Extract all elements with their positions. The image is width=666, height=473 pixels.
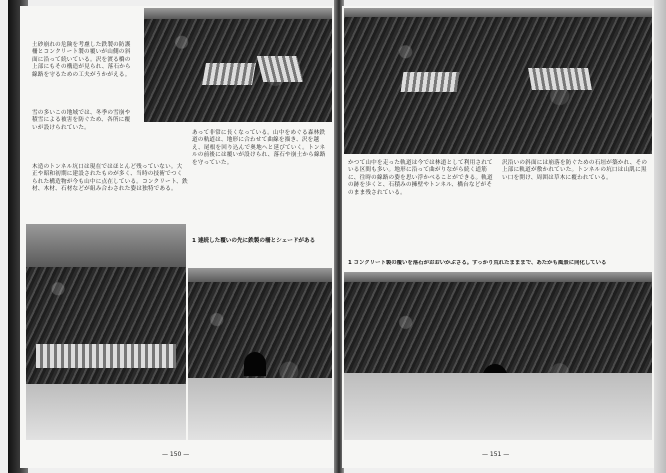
body-text-right-col2: 沢沿いの斜面には崩落を防ぐための石垣が築かれ、その上部に軌道が敷かれていた。トンネルの坑口は山肌に黒い口を開け、周囲は草木に覆われている。 [502,160,648,181]
body-text-para2: 雪の多いこの地域では、冬季の雪崩や積雪による被害を防ぐため、各所に覆いが設けられていた。 [32,110,131,131]
photo-mountain-shed-top [144,8,332,122]
photo-caption-right: 1 コンクリート製の覆いを落石がおおいかぶさる。すっかり荒れたまままで、あたかも風景に同化している [348,260,607,266]
body-text-right-col1: かつて山中を走った軌道は今では林道として利用されている区間も多い。地形に沿って曲がりながら続く道筋に、往時の線路の姿を思い浮かべることができる。軌道の跡を歩くと、石積みの擁壁やトンネル、橋台などがそのまま残されている。 [348,160,493,196]
body-text-column2: あって非常に長くなっている。山中をめぐる森林鉄道の軌道は、地形に合わせて曲線を描き、沢を越え、尾根を回り込んで奥地へと延びていく。トンネルの前後には覆いが設けられ、落石や崩土から線路を守っていた。 [192,130,326,166]
photo-tunnel-portal-right [344,272,652,440]
intro-text: 土砂崩れの危険を考慮した鉄製の防護柵とコンクリート製の覆いが山側の斜面に沿って続いている。沢を渡る橋の上部にもその構造が見られ、落石から線路を守るための工夫がうかがえる。 [32,42,131,78]
page-edge-right [654,0,666,473]
photo-caption-left: 1 連続した覆いの先に鉄製の柵とシェードがある [192,238,316,244]
photo-shed-gallery [26,224,186,440]
photo-tunnel-road-left [188,268,332,440]
left-page [20,6,334,468]
body-text-para3: 木造のトンネル坑口は現在ではほとんど残っていない。大正や昭和初期に建設されたものが多く、当時の技術でつくられた構造物が今も山中に点在している。コンクリート、鉄材、木材、石材などが組み合わされた姿は独特である。 [32,164,188,193]
photo-mountain-shed-wide [344,8,652,154]
page-number-right: — 151 — [482,451,510,458]
page-number-left: — 150 — [162,451,190,458]
right-page [342,6,654,468]
